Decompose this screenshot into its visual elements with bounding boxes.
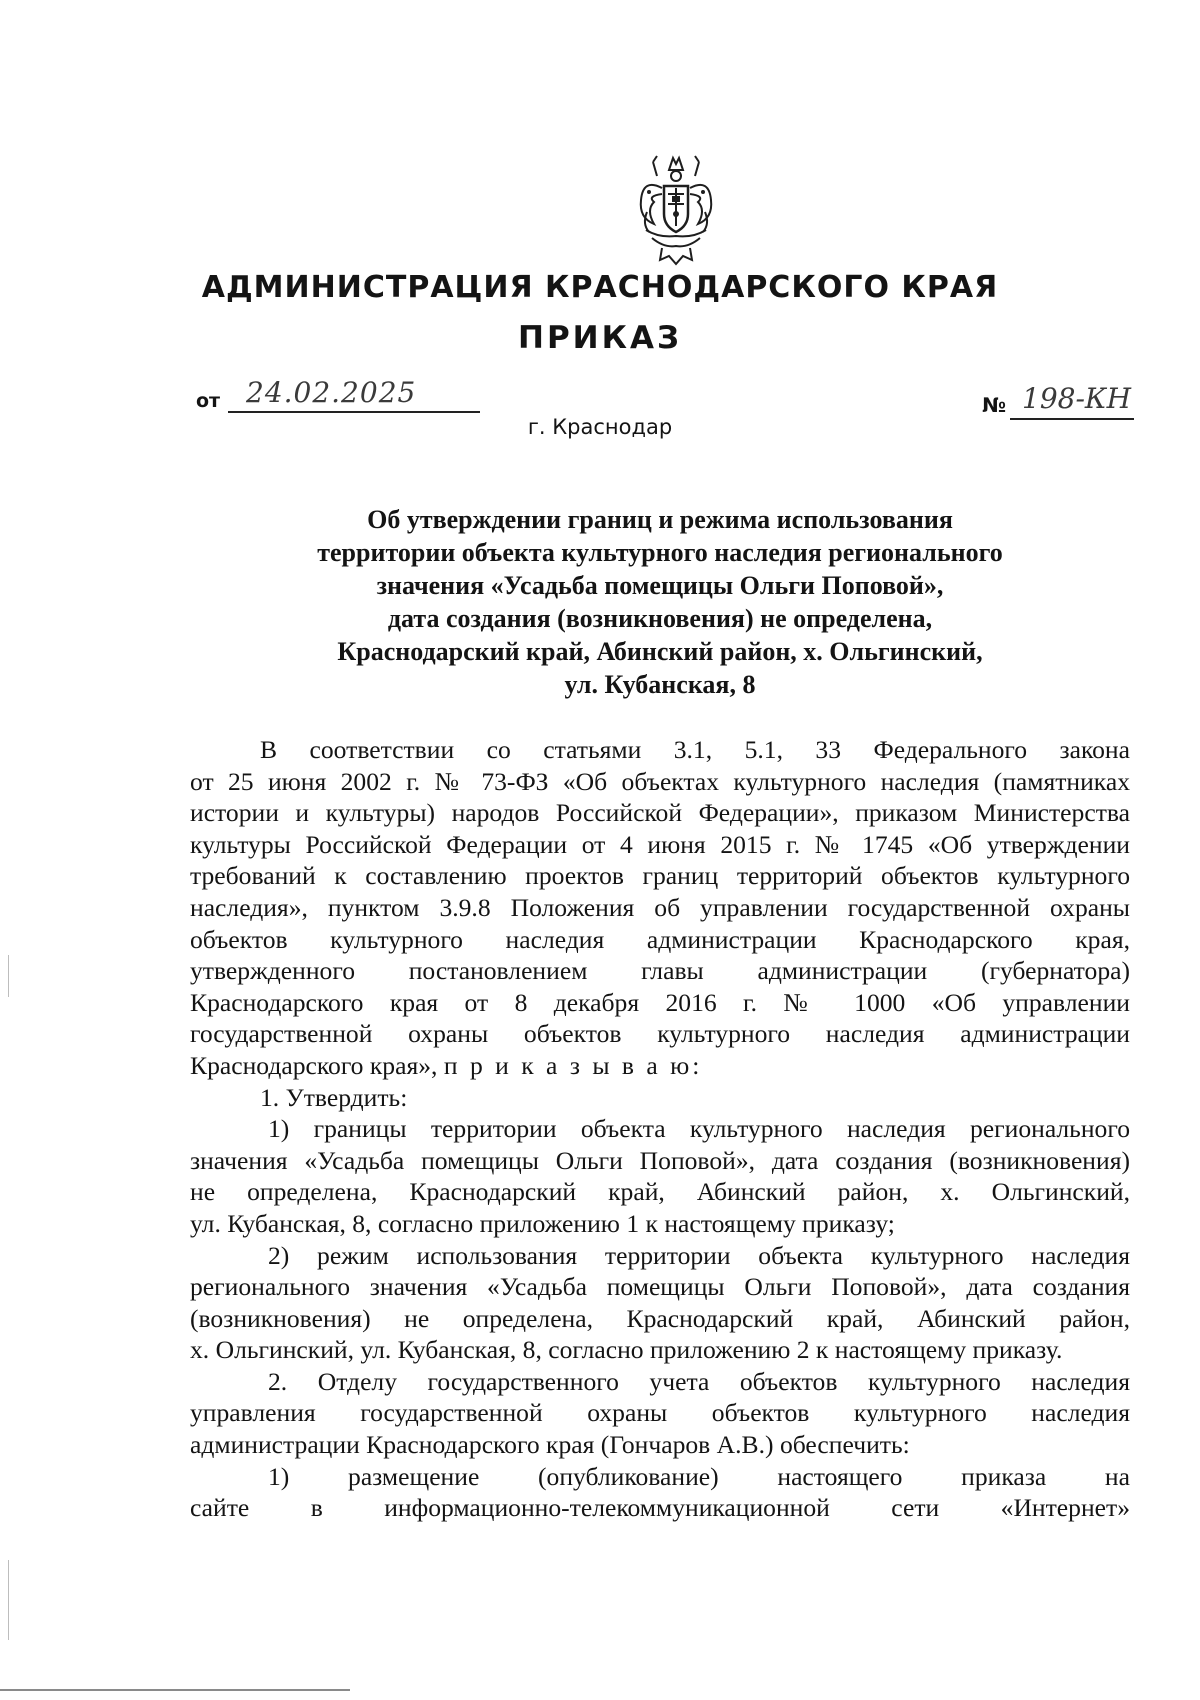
preamble-line: В соответствии со статьями 3.1, 5.1, 33 Федерального закона bbox=[260, 735, 1130, 764]
title-line: ул. Кубанская, 8 bbox=[564, 670, 756, 699]
number-label: № bbox=[982, 393, 1007, 417]
document-type: ПРИКАЗ bbox=[518, 320, 682, 356]
preamble-line: объектов культурного наследия администрации Краснодарского края, bbox=[190, 924, 1130, 954]
item-2-1-line: 1) размещение (опубликование) настоящего приказа на bbox=[268, 1461, 1130, 1491]
scan-edge-mark bbox=[8, 955, 9, 997]
title-line: дата создания (возникновения) не определена, bbox=[387, 604, 933, 633]
preamble-line: требований к составлению проектов границ территорий объектов культурного bbox=[190, 861, 1130, 891]
item-2-1-line: сайте в информационно-телекоммуникационной сети «Интернет» bbox=[190, 1493, 1130, 1523]
item-2-line: управления государственной охраны объектов культурного наследия bbox=[190, 1398, 1130, 1428]
item-2-line: 2. Отделу государственного учета объектов культурного наследия bbox=[268, 1366, 1130, 1396]
item-2-last-line: администрации Краснодарского края (Гончаров А.В.) обеспечить: bbox=[190, 1430, 910, 1460]
preamble-line: наследия», пунктом 3.9.8 Положения об управлении государственной охраны bbox=[190, 892, 1130, 922]
preamble-line: Краснодарского края от 8 декабря 2016 г. № 1000 «Об управлении bbox=[190, 987, 1130, 1017]
date-label: от bbox=[196, 390, 221, 412]
city-label: г. Краснодар bbox=[527, 415, 673, 439]
scan-edge-mark bbox=[8, 1560, 9, 1640]
handwritten-date: 24.02.2025 bbox=[246, 376, 417, 409]
document-body bbox=[190, 734, 1130, 1524]
krasnodar-krai-coat-of-arms-icon bbox=[633, 152, 719, 268]
preamble-last-text: Краснодарского края», bbox=[190, 1050, 438, 1080]
scan-bottom-rule bbox=[0, 1689, 350, 1691]
item-1-1-line: 1) границы территории объекта культурного наследия регионального bbox=[268, 1114, 1130, 1144]
preamble-line: истории и культуры) народов Российской Федерации», приказом Министерства bbox=[190, 798, 1130, 828]
handwritten-number: 198-КН bbox=[1022, 382, 1131, 415]
date-underline bbox=[228, 411, 480, 413]
title-line: Об утверждении границ и режима использования bbox=[367, 505, 953, 534]
item-1-2-line: 2) режим использования территории объекта культурного наследия bbox=[268, 1240, 1130, 1270]
title-line: территории объекта культурного наследия регионального bbox=[317, 538, 1003, 567]
item-1-2-line: (возникновения) не определена, Краснодарский край, Абинский район, bbox=[190, 1303, 1130, 1333]
number-underline bbox=[1010, 418, 1134, 420]
preamble-last-line bbox=[190, 1050, 1130, 1082]
preamble-line: утвержденного постановлением главы администрации (губернатора) bbox=[190, 956, 1130, 986]
item-1-1-line: не определена, Краснодарский край, Абинский район, х. Ольгинский, bbox=[190, 1177, 1130, 1207]
item-1-2-line: регионального значения «Усадьба помещицы Ольги Поповой», дата создания bbox=[190, 1272, 1130, 1302]
organization-name: АДМИНИСТРАЦИЯ КРАСНОДАРСКОГО КРАЯ bbox=[201, 270, 999, 305]
title-line: Краснодарский край, Абинский район, х. Ольгинский, bbox=[337, 637, 983, 666]
item-1-1-line: значения «Усадьба помещицы Ольги Поповой», дата создания (возникновения) bbox=[190, 1145, 1130, 1175]
order-word: п р и к а з ы в а ю: bbox=[443, 1050, 703, 1080]
item-1-heading: 1. Утвердить: bbox=[260, 1082, 408, 1112]
preamble-line: культуры Российской Федерации от 4 июня 2015 г. № 1745 «Об утверждении bbox=[190, 829, 1130, 859]
item-1-1-last-line: ул. Кубанская, 8, согласно приложению 1 к настоящему приказу; bbox=[190, 1208, 895, 1238]
preamble-line: государственной охраны объектов культурного наследия администрации bbox=[190, 1019, 1130, 1049]
preamble-line: от 25 июня 2002 г. № 73-ФЗ «Об объектах культурного наследия (памятниках bbox=[190, 766, 1130, 796]
document-title bbox=[190, 503, 1130, 701]
item-1-2-line: х. Ольгинский, ул. Кубанская, 8, согласно приложению 2 к настоящему приказу. bbox=[190, 1335, 1063, 1365]
title-line: значения «Усадьба помещицы Ольги Поповой», bbox=[376, 571, 944, 600]
